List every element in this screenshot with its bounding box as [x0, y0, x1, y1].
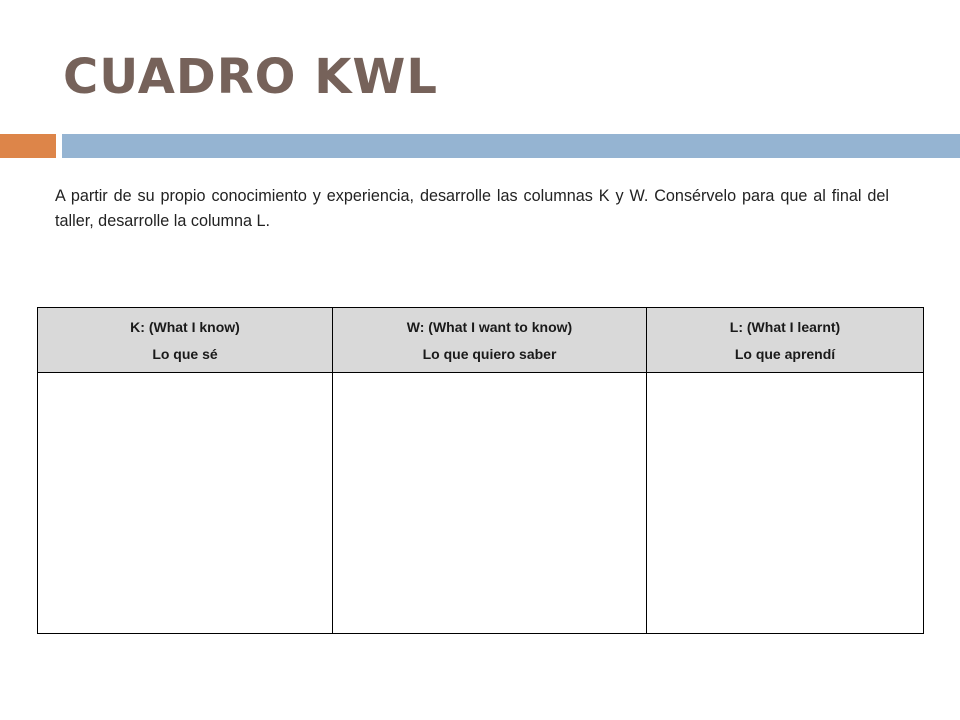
column-header-subtitle: Lo que sé — [152, 345, 218, 362]
column-header-title: K: (What I know) — [130, 318, 240, 335]
l-column-cell[interactable] — [647, 373, 924, 634]
title-underline-bar — [62, 134, 960, 158]
column-header-subtitle: Lo que quiero saber — [422, 345, 557, 362]
kwl-table — [37, 307, 924, 634]
accent-bar — [0, 134, 56, 158]
table-body-row — [38, 373, 924, 634]
column-header-title: L: (What I learnt) — [729, 318, 841, 335]
instructions-text: A partir de su propio conocimiento y experiencia, desarrolle las columnas K y W. Consérvelo para que al final del taller, desarrolle la columna L. — [55, 187, 889, 230]
column-header-title: W: (What I want to know) — [406, 318, 573, 335]
column-header-w — [333, 308, 647, 373]
column-header-l — [647, 308, 924, 373]
column-header-k — [38, 308, 333, 373]
w-column-cell[interactable] — [333, 373, 647, 634]
k-column-cell[interactable] — [38, 373, 333, 634]
table-header-row — [38, 308, 924, 373]
slide-title: CUADRO KWL — [63, 49, 438, 105]
column-header-subtitle: Lo que aprendí — [734, 345, 836, 362]
